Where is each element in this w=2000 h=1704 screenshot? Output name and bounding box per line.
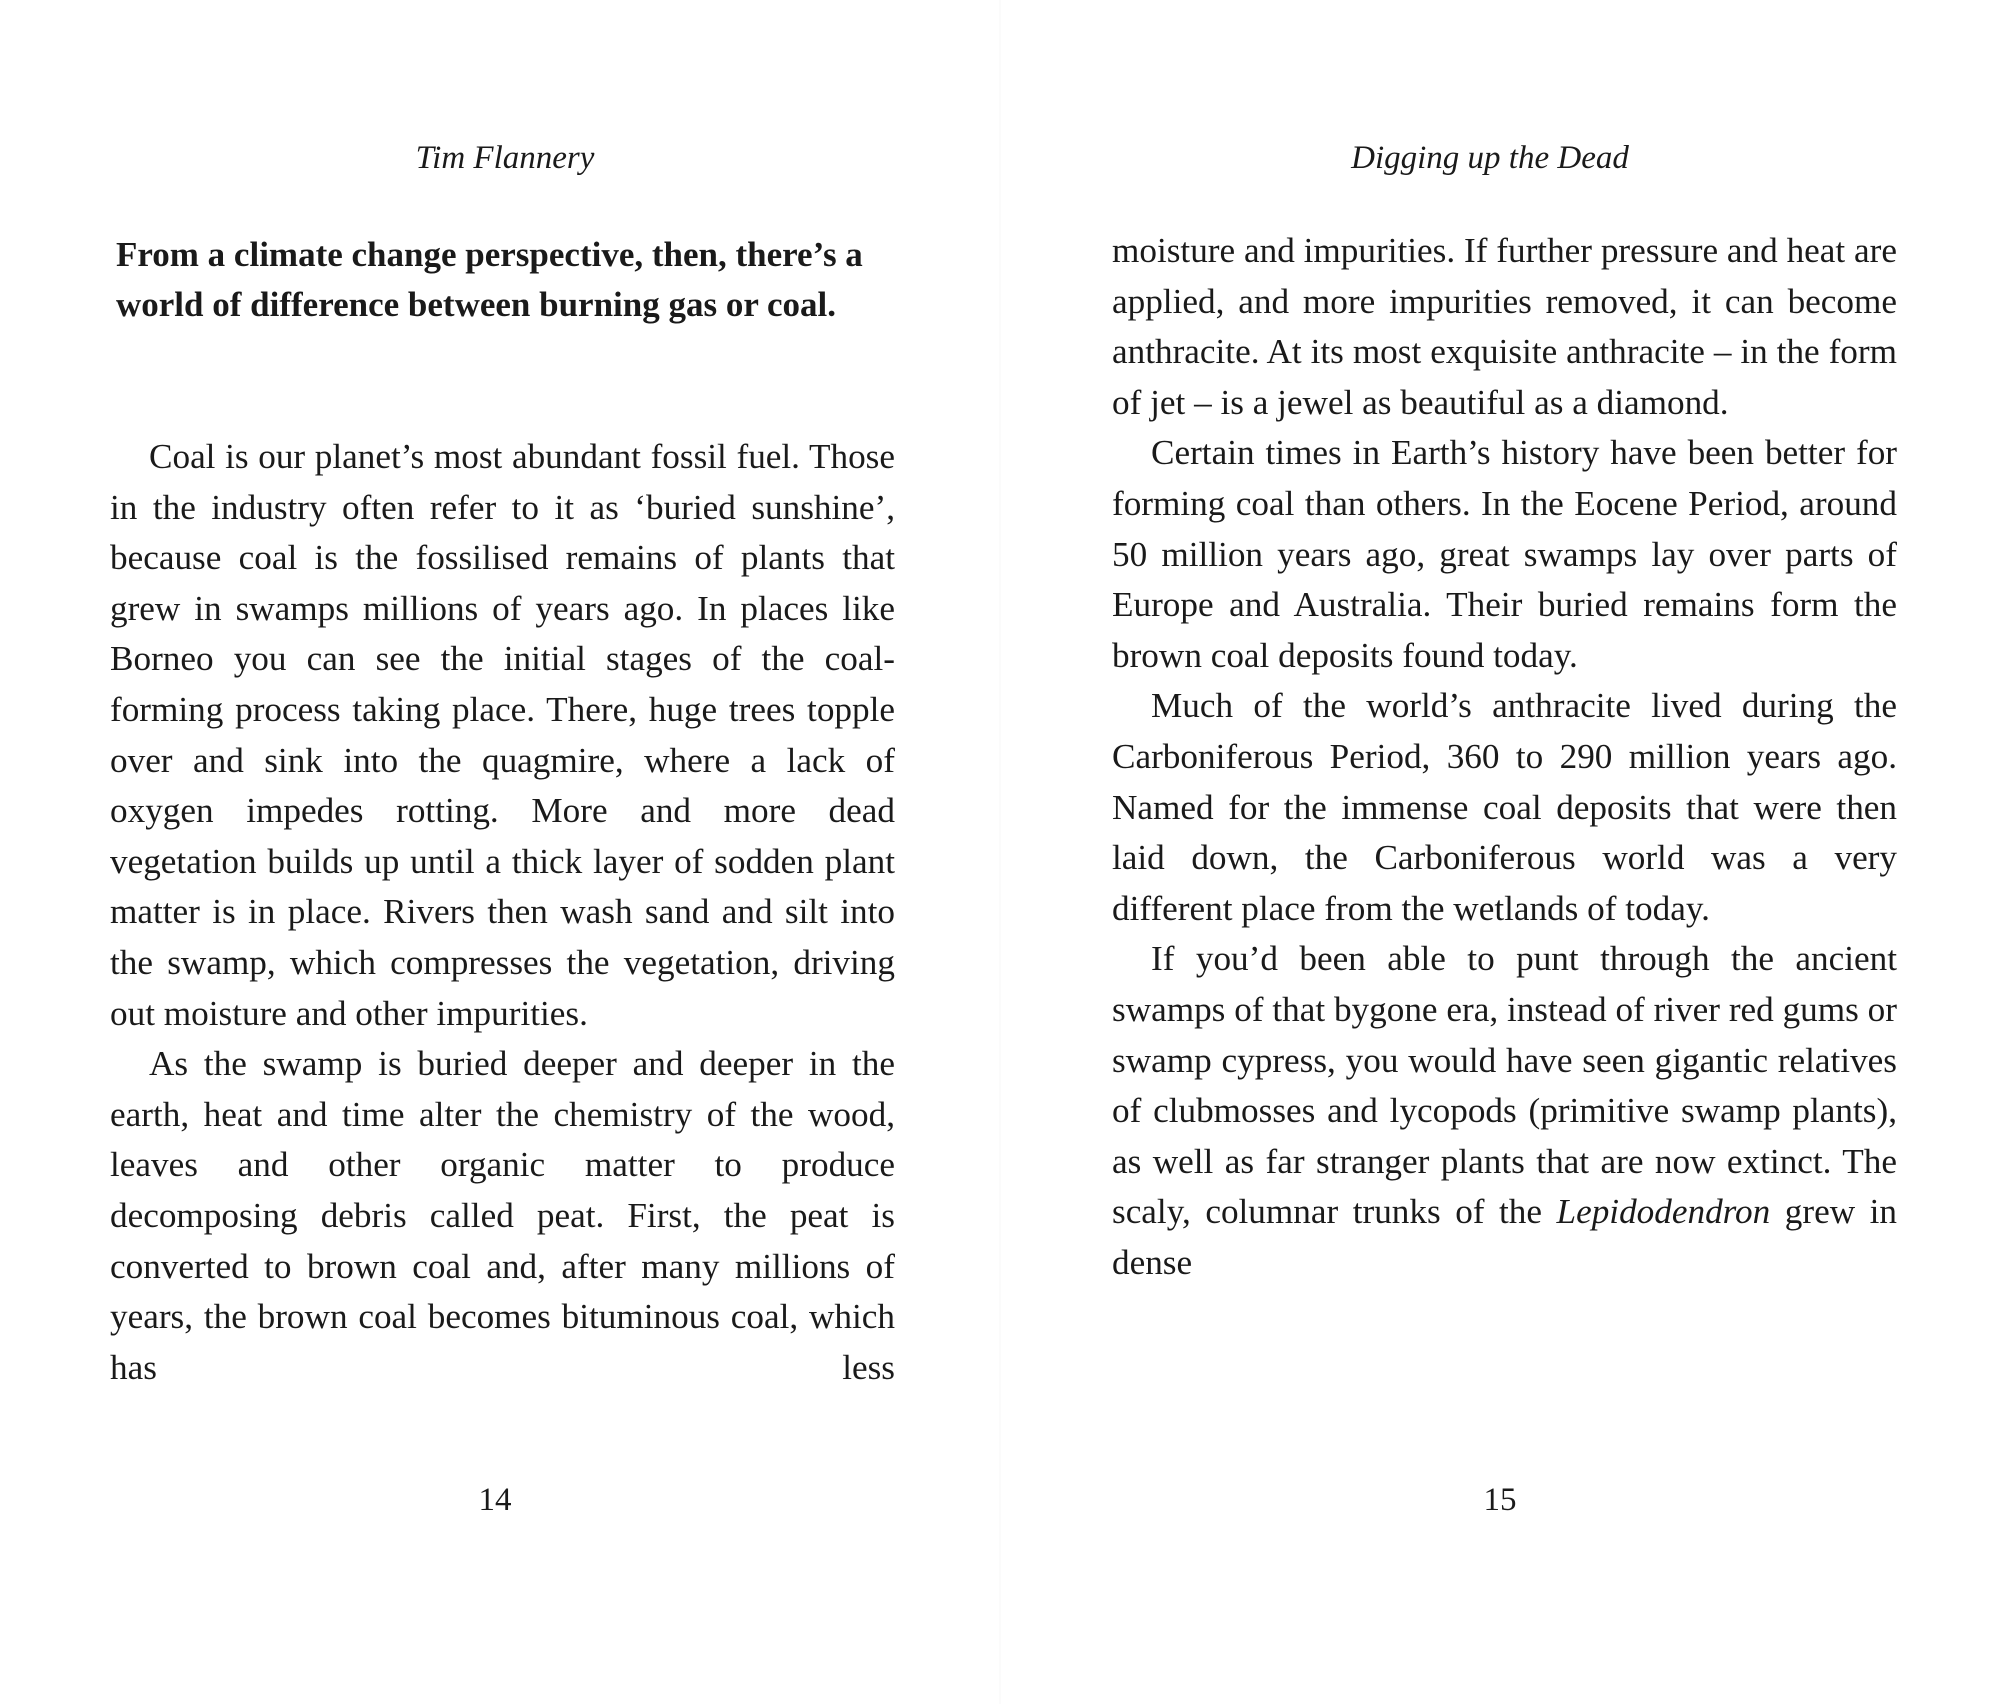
pull-quote: From a climate change perspective, then, there’s a world of difference between burning gas or coal. xyxy=(116,235,863,324)
running-head-author: Tim Flannery xyxy=(415,140,595,176)
paragraph: moisture and impurities. If further pressure and heat are applied, and more impurities removed, it can become anthracite. At its most exquisite anthracite – in the form of jet – is a jewel as beautiful as a diamond. xyxy=(1112,231,1897,422)
body-text xyxy=(110,432,895,1393)
italic-species-name: Lepidodendron xyxy=(1556,1192,1771,1232)
body-text xyxy=(1112,226,1897,1288)
paragraph: As the swamp is buried deeper and deeper in the earth, heat and time alter the chemistry of the wood, leaves and other organic matter to produce decomposing debris called peat. First, the peat is converted to brown coal and, after many millions of years, the brown coal becomes bituminous coal, which has less xyxy=(110,1044,895,1387)
paragraph-text: If you’d been able to punt through the ancient swamps of that bygone era, instead of river red gums or swamp cypress, you would have seen gigantic relatives of clubmosses and lycopods (primitive swamp plants), as well as far stranger plants that are now extinct. The scaly, columnar trunks of the xyxy=(1112,939,1897,1232)
right-page xyxy=(1000,0,2000,1704)
paragraph: Certain times in Earth’s history have been better for forming coal than others. In the Eocene Period, around 50 million years ago, great swamps lay over parts of Europe and Australia. Their buried remains form the brown coal deposits found today. xyxy=(1112,433,1897,675)
paragraph xyxy=(1112,934,1897,1288)
paragraph: Coal is our planet’s most abundant fossil fuel. Those in the industry often refer to it as ‘buried sunshine’, because coal is the fossilised remains of plants that grew in swamps millions of years ago. In places like Borneo you can see the initial stages of the coal-forming process taking place. There, huge trees topple over and sink into the quagmire, where a lack of oxygen impedes rotting. More and more dead vegetation builds up until a thick layer of sodden plant matter is in place. Rivers then wash sand and silt into the swamp, which compresses the vegetation, driving out moisture and other impurities. xyxy=(110,437,895,1033)
page-number: 15 xyxy=(1483,1482,1517,1518)
running-head-title: Digging up the Dead xyxy=(1351,140,1629,176)
paragraph: Much of the world’s anthracite lived during the Carboniferous Period, 360 to 290 million years ago. Named for the immense coal deposits that were then laid down, the Carboniferous world was a very different place from the wetlands of today. xyxy=(1112,686,1897,928)
paragraph-text: grew in dense xyxy=(1112,1192,1897,1282)
page-number: 14 xyxy=(478,1482,512,1518)
